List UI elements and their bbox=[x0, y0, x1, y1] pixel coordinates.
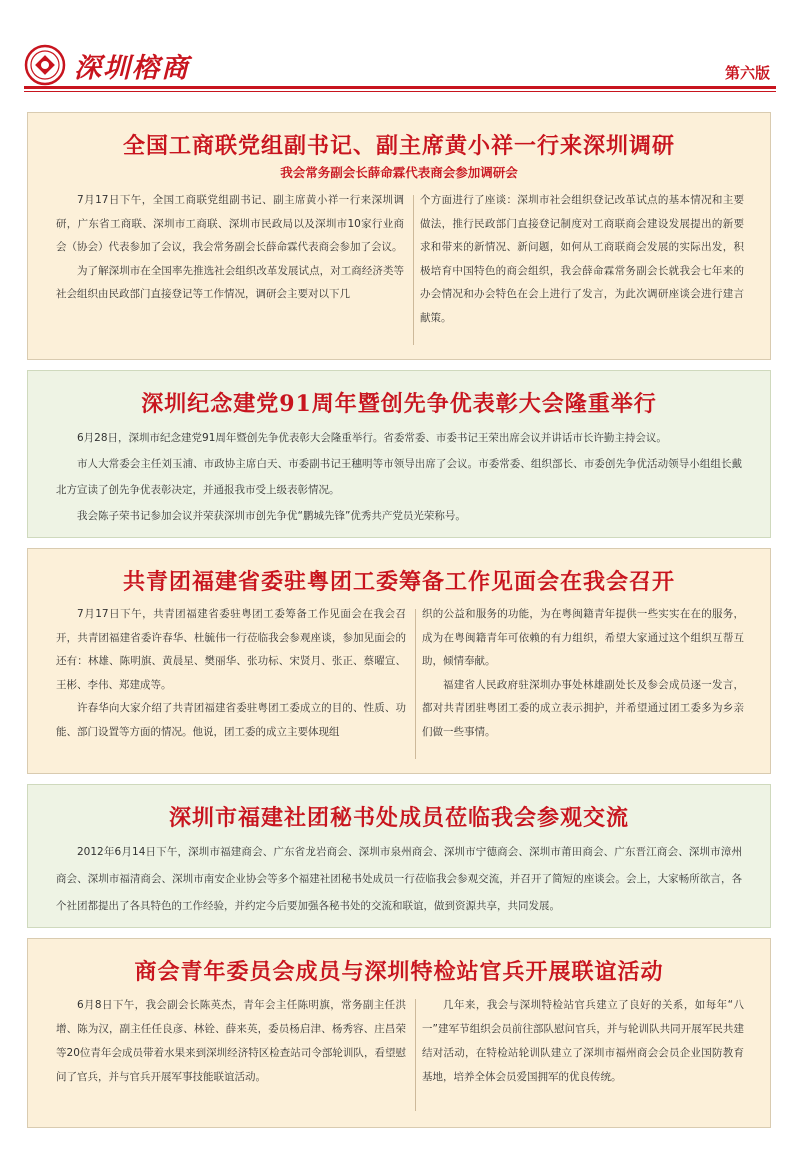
article-column-right bbox=[422, 993, 744, 1089]
article-subtitle: 我会常务副会长薛命霖代表商会参加调研会 bbox=[280, 165, 518, 180]
article-title: 深圳纪念建党91周年暨创先争优表彰大会隆重举行 bbox=[141, 391, 657, 417]
article-card bbox=[27, 938, 771, 1128]
edition-label: 第六版 bbox=[724, 64, 770, 82]
article-title: 商会青年委员会成员与深圳特检站官兵开展联谊活动 bbox=[134, 959, 664, 985]
header-rule-thin bbox=[24, 91, 776, 92]
article-title: 深圳市福建社团秘书处成员莅临我会参观交流 bbox=[168, 805, 629, 831]
article-card bbox=[27, 548, 771, 774]
article-body bbox=[56, 425, 742, 529]
article-column-right bbox=[420, 189, 744, 330]
article-card bbox=[27, 370, 771, 538]
paragraph: 个方面进行了座谈：深圳市社会组织登记改革试点的基本情况和主要做法，推行民政部门直接登记制度对工商联商会建设发展提出的新要求和带来的新情况、新问题，如何从工商联商会发展的实际出发，积极培育中国特色的商会组织，我会薛命霖常务副会长就我会七年来的办会情况和办会特色在会上进行了发言，为此次调研座谈会进行建言献策。 bbox=[420, 194, 744, 324]
article-body bbox=[56, 839, 742, 920]
article-column-right bbox=[422, 603, 744, 744]
column-divider bbox=[415, 609, 416, 759]
article-title: 全国工商联党组副书记、副主席黄小祥一行来深圳调研 bbox=[122, 133, 675, 159]
paragraph: 7月17日下午，全国工商联党组副书记、副主席黄小祥一行来深圳调研，广东省工商联、深圳市工商联、深圳市民政局以及深圳市10家行业商会（协会）代表参加了会议，我会常务副会长薛命霖代表商会参加了会议。 bbox=[56, 194, 404, 253]
article-column-left bbox=[56, 189, 404, 307]
article-title: 共青团福建省委驻粤团工委筹备工作见面会在我会召开 bbox=[122, 569, 675, 595]
paragraph: 织的公益和服务的功能，为在粤闽籍青年提供一些实实在在的服务，成为在粤闽籍青年可依赖的有力组织，希望大家通过这个组织互帮互助，倾情奉献。 bbox=[422, 608, 744, 667]
column-divider bbox=[413, 195, 414, 345]
paragraph: 市人大常委会主任刘玉浦、市政协主席白天、市委副书记王穗明等市领导出席了会议。市委常委、组织部长、市委创先争优活动领导小组组长戴北方宣读了创先争优表彰决定，并通报我市受上级表彰情况。 bbox=[56, 458, 742, 496]
paragraph: 几年来，我会与深圳特检站官兵建立了良好的关系，如每年“八一”建军节组织会员前往部队慰问官兵，并与轮训队共同开展军民共建结对活动，在特检站轮训队建立了深圳市福州商会会员企业国防教育基地，培养全体会员爱国拥军的优良传统。 bbox=[422, 999, 744, 1083]
page-header bbox=[0, 0, 800, 98]
paragraph: 7月17日下午，共青团福建省委驻粤团工委筹备工作见面会在我会召开，共青团福建省委许春华、杜毓伟一行莅临我会参观座谈，参加见面会的还有：林雄、陈明旗、黄晨星、樊丽华、张功标、宋贤月、张正、蔡曜宣、王彬、李伟、郑建成等。 bbox=[56, 608, 406, 691]
paragraph: 福建省人民政府驻深圳办事处林雄副处长及参会成员逐一发言，都对共青团驻粤团工委的成立表示拥护，并希望通过团工委多为乡亲们做一些事情。 bbox=[422, 678, 744, 738]
column-divider bbox=[415, 999, 416, 1111]
header-rule bbox=[24, 86, 776, 89]
article-card bbox=[27, 784, 771, 928]
article-card bbox=[27, 112, 771, 360]
paragraph: 我会陈子荣书记参加会议并荣获深圳市创先争优“鹏城先锋”优秀共产党员光荣称号。 bbox=[77, 510, 466, 522]
brand-title: 深圳榕商 bbox=[74, 53, 190, 84]
article-column-left bbox=[56, 993, 406, 1089]
paragraph: 6月28日，深圳市纪念建党91周年暨创先争优表彰大会隆重举行。省委常委、市委书记王荣出席会议并讲话市长许勤主持会议。 bbox=[77, 432, 667, 444]
paragraph: 为了解深圳市在全国率先推选社会组织改革发展试点，对工商经济类等社会组织由民政部门直接登记等工作情况，调研会主要对以下几 bbox=[56, 264, 404, 300]
paragraph: 许春华向大家介绍了共青团福建省委驻粤团工委成立的目的、性质、功能、部门设置等方面的情况。他说，团工委的成立主要体现组 bbox=[56, 702, 406, 738]
article-column-left bbox=[56, 603, 406, 744]
paragraph: 2012年6月14日下午，深圳市福建商会、广东省龙岩商会、深圳市泉州商会、深圳市宁德商会、深圳市莆田商会、广东晋江商会、深圳市漳州商会、深圳市福清商会、深圳市南安企业协会等多个福建社团秘书处成员一行莅临我会参观交流，并召开了简短的座谈会。会上，大家畅所欲言，各个社团都提出了各具特色的工作经验，并约定今后要加强各秘书处的交流和联谊，做到资源共享，共同发展。 bbox=[56, 846, 742, 912]
paragraph: 6月8日下午，我会副会长陈英杰，青年会主任陈明旗，常务副主任洪增、陈为汉，副主任任良彦、林铨、薛来英，委员杨启津、杨秀容、庄昌荣等20位青年会成员带着水果来到深圳经济特区检查站司令部轮训队，看望慰问了官兵，并与官兵开展军事技能联谊活动。 bbox=[56, 999, 406, 1083]
chamber-emblem-icon bbox=[24, 44, 66, 86]
